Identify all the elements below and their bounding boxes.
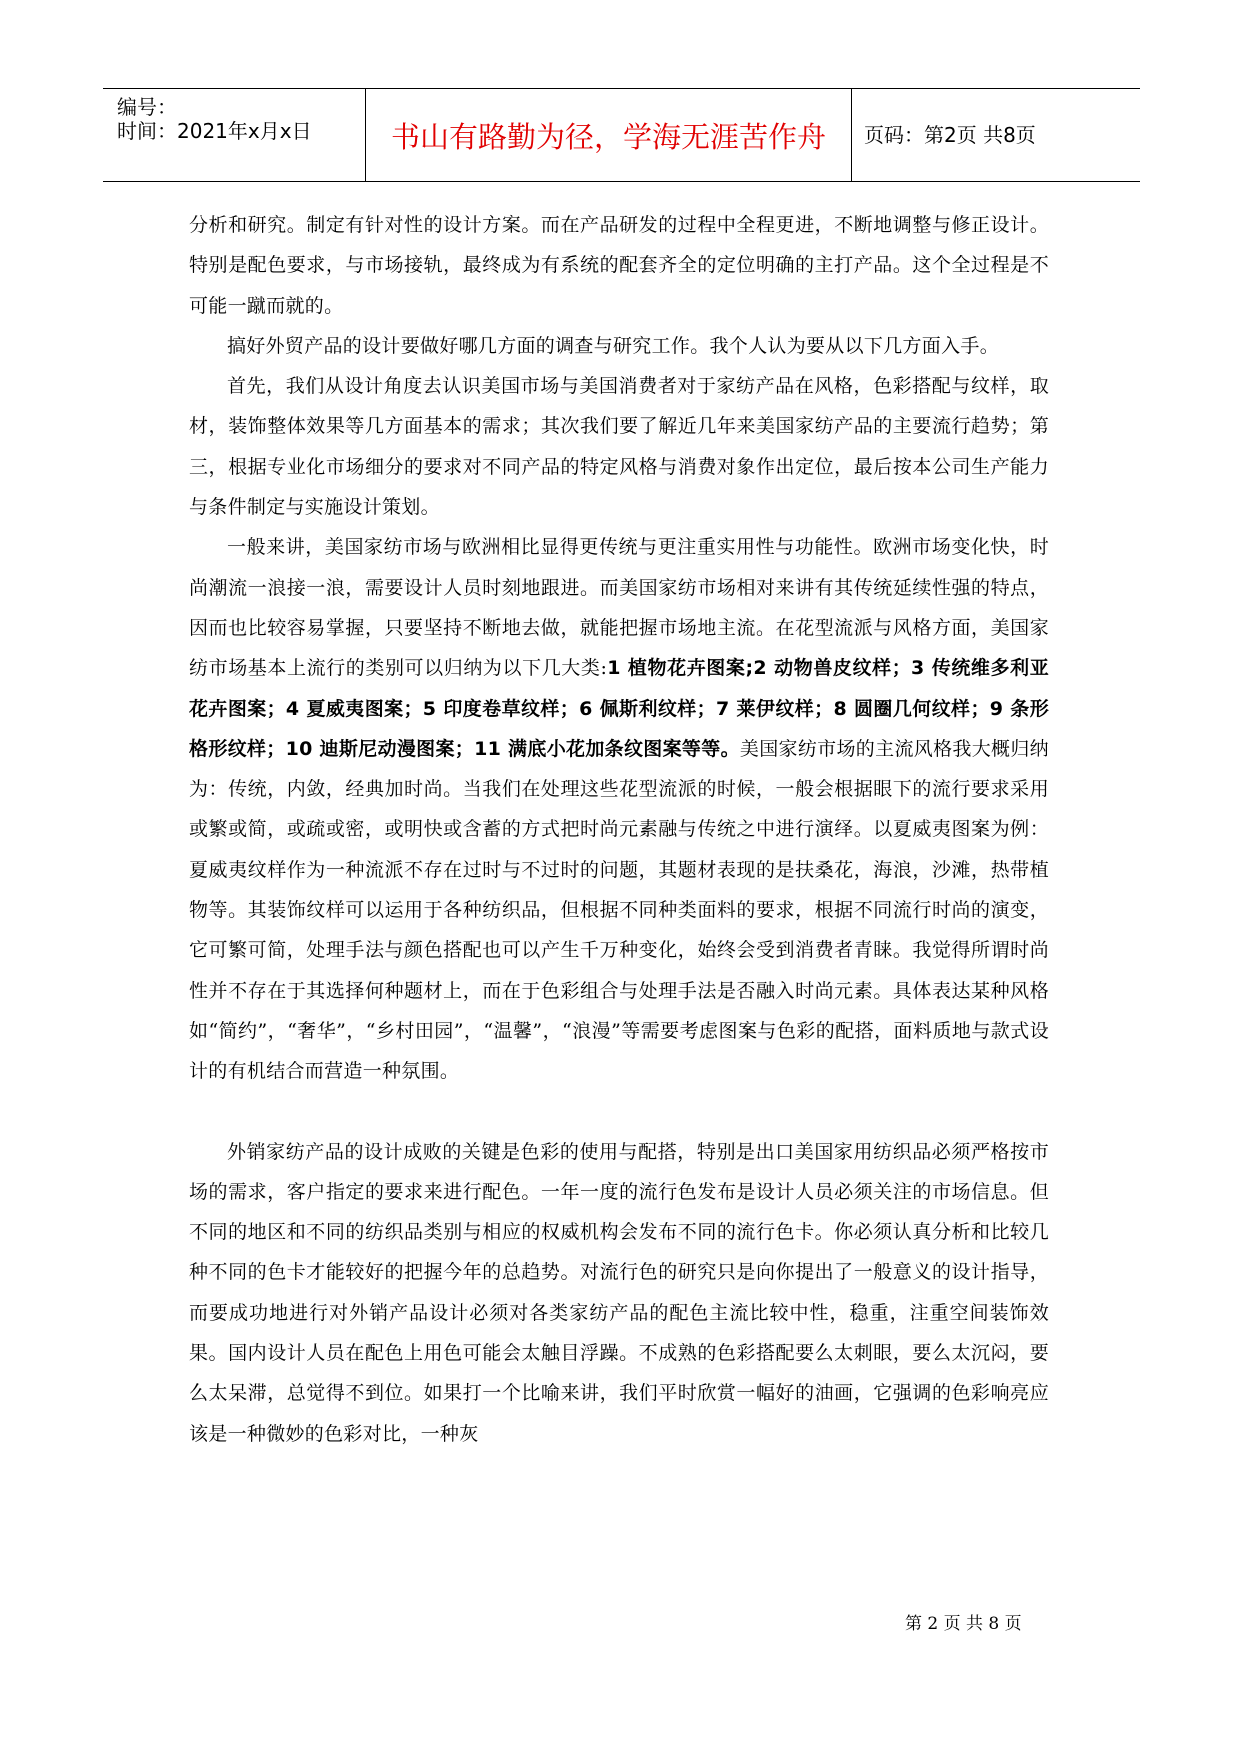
paragraph-4-intro: 一般来讲，美国家纺市场与欧洲相比显得更传统与更注重实用性与功能性。欧洲市场变化快，时尚潮流一浪接一浪，需要设计人员时刻地跟进。而美国家纺市场相对来讲有其传统延续性强的特点，因而也比较容易掌握，只要坚持不断地去做，就能把握市场地主流。在花型流派与风格方面，美国家纺市场基本上流行的类别可以归纳为以下几大类: xyxy=(189,536,1049,680)
page-footer: 第 2 页 共 8 页 xyxy=(905,1614,1022,1634)
header-info-cell xyxy=(103,89,366,181)
document-number-label: 编号： xyxy=(117,95,177,119)
header-motto: 书山有路勤为径，学海无涯苦作舟 xyxy=(390,120,826,154)
paragraph-4 xyxy=(189,527,1049,1091)
document-time-label: 时间：2021年x月x日 xyxy=(117,119,312,143)
header-page-cell xyxy=(852,89,1140,181)
document-body xyxy=(189,205,1049,1454)
header-motto-cell xyxy=(366,89,852,181)
paragraph-5: 外销家纺产品的设计成败的关键是色彩的使用与配搭，特别是出口美国家用纺织品必须严格按市场的需求，客户指定的要求来进行配色。一年一度的流行色发布是设计人员必须关注的市场信息。但不同的地区和不同的纺织品类别与相应的权威机构会发布不同的流行色卡。你必须认真分析和比较几种不同的色卡才能较好的把握今年的总趋势。对流行色的研究只是向你提出了一般意义的设计指导，而要成功地进行对外销产品设计必须对各类家纺产品的配色主流比较中性，稳重，注重空间装饰效果。国内设计人员在配色上用色可能会太触目浮躁。不成熟的色彩搭配要么太刺眼，要么太沉闷，要么太呆滞，总觉得不到位。如果打一个比喻来讲，我们平时欣赏一幅好的油画，它强调的色彩响亮应该是一种微妙的色彩对比，一种灰 xyxy=(189,1140,1049,1445)
paragraph-4-rest: 美国家纺市场的主流风格我大概归纳为：传统，内敛，经典加时尚。当我们在处理这些花型流派的时候，一般会根据眼下的流行要求采用或繁或简，或疏或密，或明快或含蓄的方式把时尚元素融与传统之中进行演绎。以夏威夷图案为例：夏威夷纹样作为一种流派不存在过时与不过时的问题，其题材表现的是扶桑花，海浪，沙滩，热带植物等。其装饰纹样可以运用于各种纺织品，但根据不同种类面料的要求，根据不同流行时尚的演变，它可繁可简，处理手法与颜色搭配也可以产生千万种变化，始终会受到消费者青睐。我觉得所谓时尚性并不存在于其选择何种题材上，而在于色彩组合与处理手法是否融入时尚元素。具体表达某种风格如“简约”，“奢华”，“乡村田园”，“温馨”，“浪漫”等需要考虑图案与色彩的配搭，面料质地与款式设计的有机结合而营造一种氛围。 xyxy=(189,737,1049,1083)
header-page-number: 页码：第2页 共8页 xyxy=(864,123,1036,147)
paragraph-1: 分析和研究。制定有针对性的设计方案。而在产品研发的过程中全程更进，不断地调整与修正设计。特别是配色要求，与市场接轨，最终成为有系统的配套齐全的定位明确的主打产品。这个全过程是不可能一蹴而就的。 xyxy=(189,214,1049,317)
paragraph-3: 首先，我们从设计角度去认识美国市场与美国消费者对于家纺产品在风格，色彩搭配与纹样，取材，装饰整体效果等几方面基本的需求；其次我们要了解近几年来美国家纺产品的主要流行趋势；第三，根据专业化市场细分的要求对不同产品的特定风格与消费对象作出定位，最后按本公司生产能力与条件制定与实施设计策划。 xyxy=(189,375,1049,519)
pattern-categories-list: 1 植物花卉图案;2 动物兽皮纹样；3 传统维多利亚花卉图案；4 夏威夷图案；5 印度卷草纹样；6 佩斯利纹样；7 莱伊纹样；8 圆圈几何纹样；9 条形格形纹样；10 迪斯尼动漫图案；11 满底小花加条纹图案等等。 xyxy=(189,657,1049,760)
page-header xyxy=(103,88,1140,182)
paragraph-2: 搞好外贸产品的设计要做好哪几方面的调查与研究工作。我个人认为要从以下几方面入手。 xyxy=(227,334,1000,357)
